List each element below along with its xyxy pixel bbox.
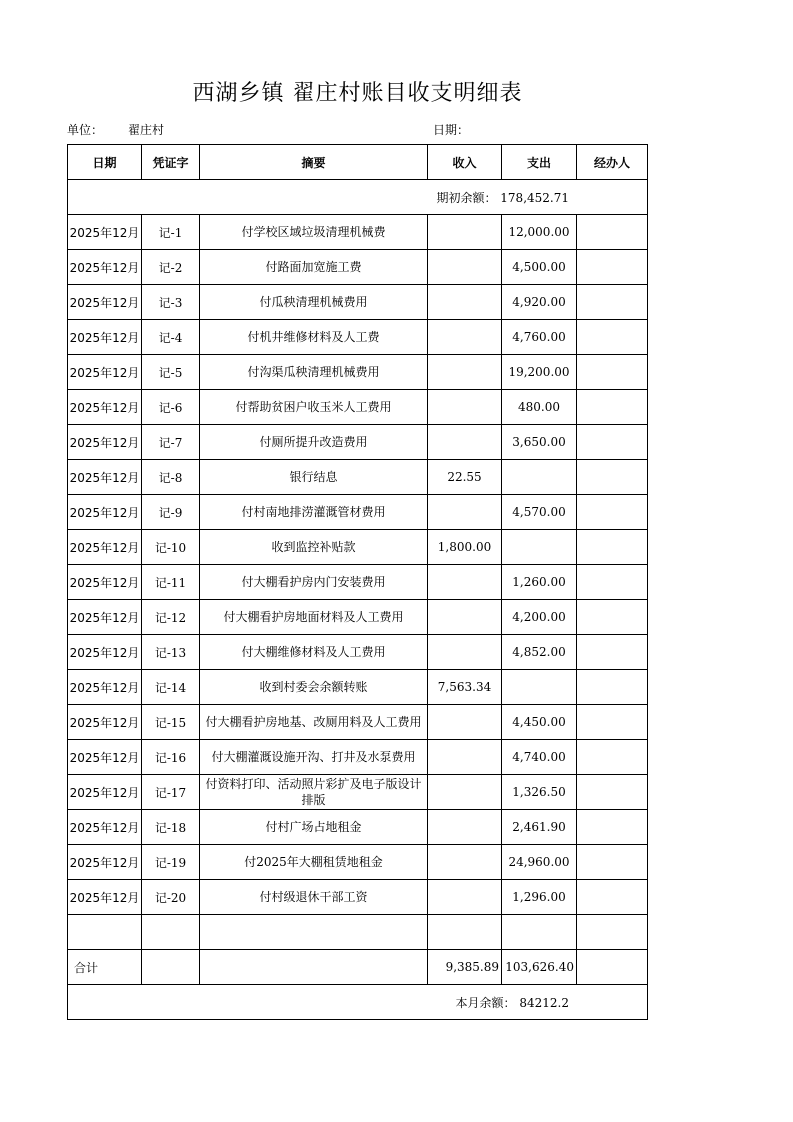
- totals-empty-handler: [577, 950, 648, 985]
- cell-expense: 4,500.00: [502, 250, 577, 285]
- cell-voucher: 记-14: [142, 670, 200, 705]
- cell-income: [428, 600, 502, 635]
- cell-income: [428, 355, 502, 390]
- cell-income: [428, 215, 502, 250]
- cell-income: [428, 390, 502, 425]
- cell-handler: [577, 705, 648, 740]
- cell-summary: 付帮助贫困户收玉米人工费用: [200, 390, 428, 425]
- table-row: [68, 845, 648, 880]
- cell-handler: [577, 320, 648, 355]
- cell-date: 2025年12月: [68, 845, 142, 880]
- cell-date: 2025年12月: [68, 635, 142, 670]
- cell-summary: 付村广场占地租金: [200, 810, 428, 845]
- cell-date: 2025年12月: [68, 250, 142, 285]
- cell-expense: 3,650.00: [502, 425, 577, 460]
- blank-cell: [428, 915, 502, 950]
- cell-summary: 付2025年大棚租赁地租金: [200, 845, 428, 880]
- table-row: [68, 215, 648, 250]
- cell-date: 2025年12月: [68, 355, 142, 390]
- cell-date: 2025年12月: [68, 810, 142, 845]
- cell-summary: 银行结息: [200, 460, 428, 495]
- cell-expense: 24,960.00: [502, 845, 577, 880]
- cell-voucher: 记-4: [142, 320, 200, 355]
- cell-handler: [577, 600, 648, 635]
- table-row: [68, 775, 648, 810]
- cell-date: 2025年12月: [68, 565, 142, 600]
- cell-expense: 19,200.00: [502, 355, 577, 390]
- cell-handler: [577, 670, 648, 705]
- cell-date: 2025年12月: [68, 740, 142, 775]
- table-row: [68, 320, 648, 355]
- cell-date: 2025年12月: [68, 775, 142, 810]
- cell-voucher: 记-1: [142, 215, 200, 250]
- cell-summary: 付学校区域垃圾清理机械费: [200, 215, 428, 250]
- blank-cell: [502, 915, 577, 950]
- cell-income: [428, 495, 502, 530]
- cell-summary: 付大棚维修材料及人工费用: [200, 635, 428, 670]
- cell-voucher: 记-5: [142, 355, 200, 390]
- cell-voucher: 记-3: [142, 285, 200, 320]
- cell-income: [428, 810, 502, 845]
- header-date: 日期: [68, 145, 142, 180]
- cell-summary: 付大棚看护房内门安装费用: [200, 565, 428, 600]
- cell-voucher: 记-10: [142, 530, 200, 565]
- closing-balance-row: [68, 985, 648, 1020]
- table-row: [68, 460, 648, 495]
- cell-income: [428, 705, 502, 740]
- cell-date: 2025年12月: [68, 320, 142, 355]
- cell-income: [428, 285, 502, 320]
- table-row: [68, 425, 648, 460]
- table-row: [68, 390, 648, 425]
- cell-income: [428, 880, 502, 915]
- cell-date: 2025年12月: [68, 460, 142, 495]
- cell-voucher: 记-8: [142, 460, 200, 495]
- table-row: [68, 565, 648, 600]
- cell-date: 2025年12月: [68, 880, 142, 915]
- cell-expense: 4,570.00: [502, 495, 577, 530]
- cell-income: [428, 250, 502, 285]
- cell-voucher: 记-12: [142, 600, 200, 635]
- cell-expense: 480.00: [502, 390, 577, 425]
- cell-handler: [577, 880, 648, 915]
- cell-summary: 付机井维修材料及人工费: [200, 320, 428, 355]
- table-row: [68, 355, 648, 390]
- cell-handler: [577, 250, 648, 285]
- closing-balance: 本月余额： 84212.2: [68, 985, 648, 1020]
- cell-date: 2025年12月: [68, 530, 142, 565]
- cell-income: [428, 775, 502, 810]
- cell-date: 2025年12月: [68, 215, 142, 250]
- cell-handler: [577, 635, 648, 670]
- cell-date: 2025年12月: [68, 600, 142, 635]
- header-voucher: 凭证字: [142, 145, 200, 180]
- cell-handler: [577, 390, 648, 425]
- cell-income: 7,563.34: [428, 670, 502, 705]
- header-summary: 摘要: [200, 145, 428, 180]
- cell-income: [428, 635, 502, 670]
- page-title: 西湖乡镇 翟庄村账目收支明细表: [192, 81, 523, 106]
- cell-expense: 2,461.90: [502, 810, 577, 845]
- opening-balance: 期初余额： 178,452.71: [68, 180, 648, 215]
- cell-expense: 4,920.00: [502, 285, 577, 320]
- cell-voucher: 记-9: [142, 495, 200, 530]
- cell-expense: 4,200.00: [502, 600, 577, 635]
- cell-summary: 收到监控补贴款: [200, 530, 428, 565]
- cell-voucher: 记-19: [142, 845, 200, 880]
- cell-date: 2025年12月: [68, 495, 142, 530]
- table-row: [68, 670, 648, 705]
- totals-income: 9,385.89: [428, 950, 502, 985]
- ledger-table: [67, 144, 648, 1020]
- cell-handler: [577, 810, 648, 845]
- cell-handler: [577, 775, 648, 810]
- totals-expense: 103,626.40: [502, 950, 577, 985]
- cell-date: 2025年12月: [68, 670, 142, 705]
- cell-summary: 付大棚看护房地基、改厕用料及人工费用: [200, 705, 428, 740]
- cell-income: 1,800.00: [428, 530, 502, 565]
- cell-income: [428, 845, 502, 880]
- header-income: 收入: [428, 145, 502, 180]
- cell-income: [428, 740, 502, 775]
- cell-voucher: 记-15: [142, 705, 200, 740]
- cell-handler: [577, 845, 648, 880]
- cell-summary: 收到村委会余额转账: [200, 670, 428, 705]
- totals-row: [68, 950, 648, 985]
- cell-summary: 付大棚灌溉设施开沟、打井及水泵费用: [200, 740, 428, 775]
- blank-cell: [142, 915, 200, 950]
- cell-summary: 付村南地排涝灌溉管材费用: [200, 495, 428, 530]
- blank-row: [68, 915, 648, 950]
- totals-empty-voucher: [142, 950, 200, 985]
- table-row: [68, 495, 648, 530]
- unit-value: 翟庄村: [128, 123, 165, 137]
- cell-handler: [577, 530, 648, 565]
- cell-income: 22.55: [428, 460, 502, 495]
- header-row: [68, 145, 648, 180]
- table-row: [68, 880, 648, 915]
- cell-summary: 付路面加宽施工费: [200, 250, 428, 285]
- totals-empty-summary: [200, 950, 428, 985]
- table-row: [68, 740, 648, 775]
- cell-voucher: 记-17: [142, 775, 200, 810]
- cell-summary: 付村级退休干部工资: [200, 880, 428, 915]
- cell-date: 2025年12月: [68, 285, 142, 320]
- cell-expense: 12,000.00: [502, 215, 577, 250]
- cell-handler: [577, 495, 648, 530]
- cell-expense: 1,326.50: [502, 775, 577, 810]
- date-label: 日期：: [433, 123, 470, 137]
- table-row: [68, 285, 648, 320]
- cell-handler: [577, 285, 648, 320]
- cell-date: 2025年12月: [68, 425, 142, 460]
- cell-expense: 4,740.00: [502, 740, 577, 775]
- blank-cell: [200, 915, 428, 950]
- totals-label: 合计: [68, 950, 142, 985]
- cell-handler: [577, 425, 648, 460]
- cell-expense: [502, 670, 577, 705]
- cell-handler: [577, 355, 648, 390]
- cell-summary: 付沟渠瓜秧清理机械费用: [200, 355, 428, 390]
- cell-voucher: 记-7: [142, 425, 200, 460]
- cell-summary: 付资料打印、活动照片彩扩及电子版设计排版: [200, 775, 428, 810]
- table-row: [68, 250, 648, 285]
- cell-summary: 付大棚看护房地面材料及人工费用: [200, 600, 428, 635]
- cell-expense: [502, 530, 577, 565]
- cell-voucher: 记-18: [142, 810, 200, 845]
- cell-income: [428, 320, 502, 355]
- cell-voucher: 记-13: [142, 635, 200, 670]
- cell-expense: 1,260.00: [502, 565, 577, 600]
- cell-summary: 付厕所提升改造费用: [200, 425, 428, 460]
- cell-voucher: 记-2: [142, 250, 200, 285]
- table-row: [68, 705, 648, 740]
- unit-label: 单位：: [67, 123, 104, 137]
- cell-voucher: 记-11: [142, 565, 200, 600]
- blank-cell: [577, 915, 648, 950]
- cell-expense: 4,852.00: [502, 635, 577, 670]
- cell-income: [428, 565, 502, 600]
- table-row: [68, 810, 648, 845]
- cell-expense: 4,450.00: [502, 705, 577, 740]
- table-row: [68, 600, 648, 635]
- cell-handler: [577, 215, 648, 250]
- cell-date: 2025年12月: [68, 705, 142, 740]
- cell-voucher: 记-20: [142, 880, 200, 915]
- opening-balance-row: [68, 180, 648, 215]
- blank-cell: [68, 915, 142, 950]
- cell-expense: 4,760.00: [502, 320, 577, 355]
- cell-handler: [577, 565, 648, 600]
- cell-expense: 1,296.00: [502, 880, 577, 915]
- cell-voucher: 记-16: [142, 740, 200, 775]
- cell-handler: [577, 740, 648, 775]
- cell-voucher: 记-6: [142, 390, 200, 425]
- cell-expense: [502, 460, 577, 495]
- cell-income: [428, 425, 502, 460]
- header-handler: 经办人: [577, 145, 648, 180]
- cell-summary: 付瓜秧清理机械费用: [200, 285, 428, 320]
- cell-date: 2025年12月: [68, 390, 142, 425]
- table-row: [68, 530, 648, 565]
- cell-handler: [577, 460, 648, 495]
- table-row: [68, 635, 648, 670]
- header-expense: 支出: [502, 145, 577, 180]
